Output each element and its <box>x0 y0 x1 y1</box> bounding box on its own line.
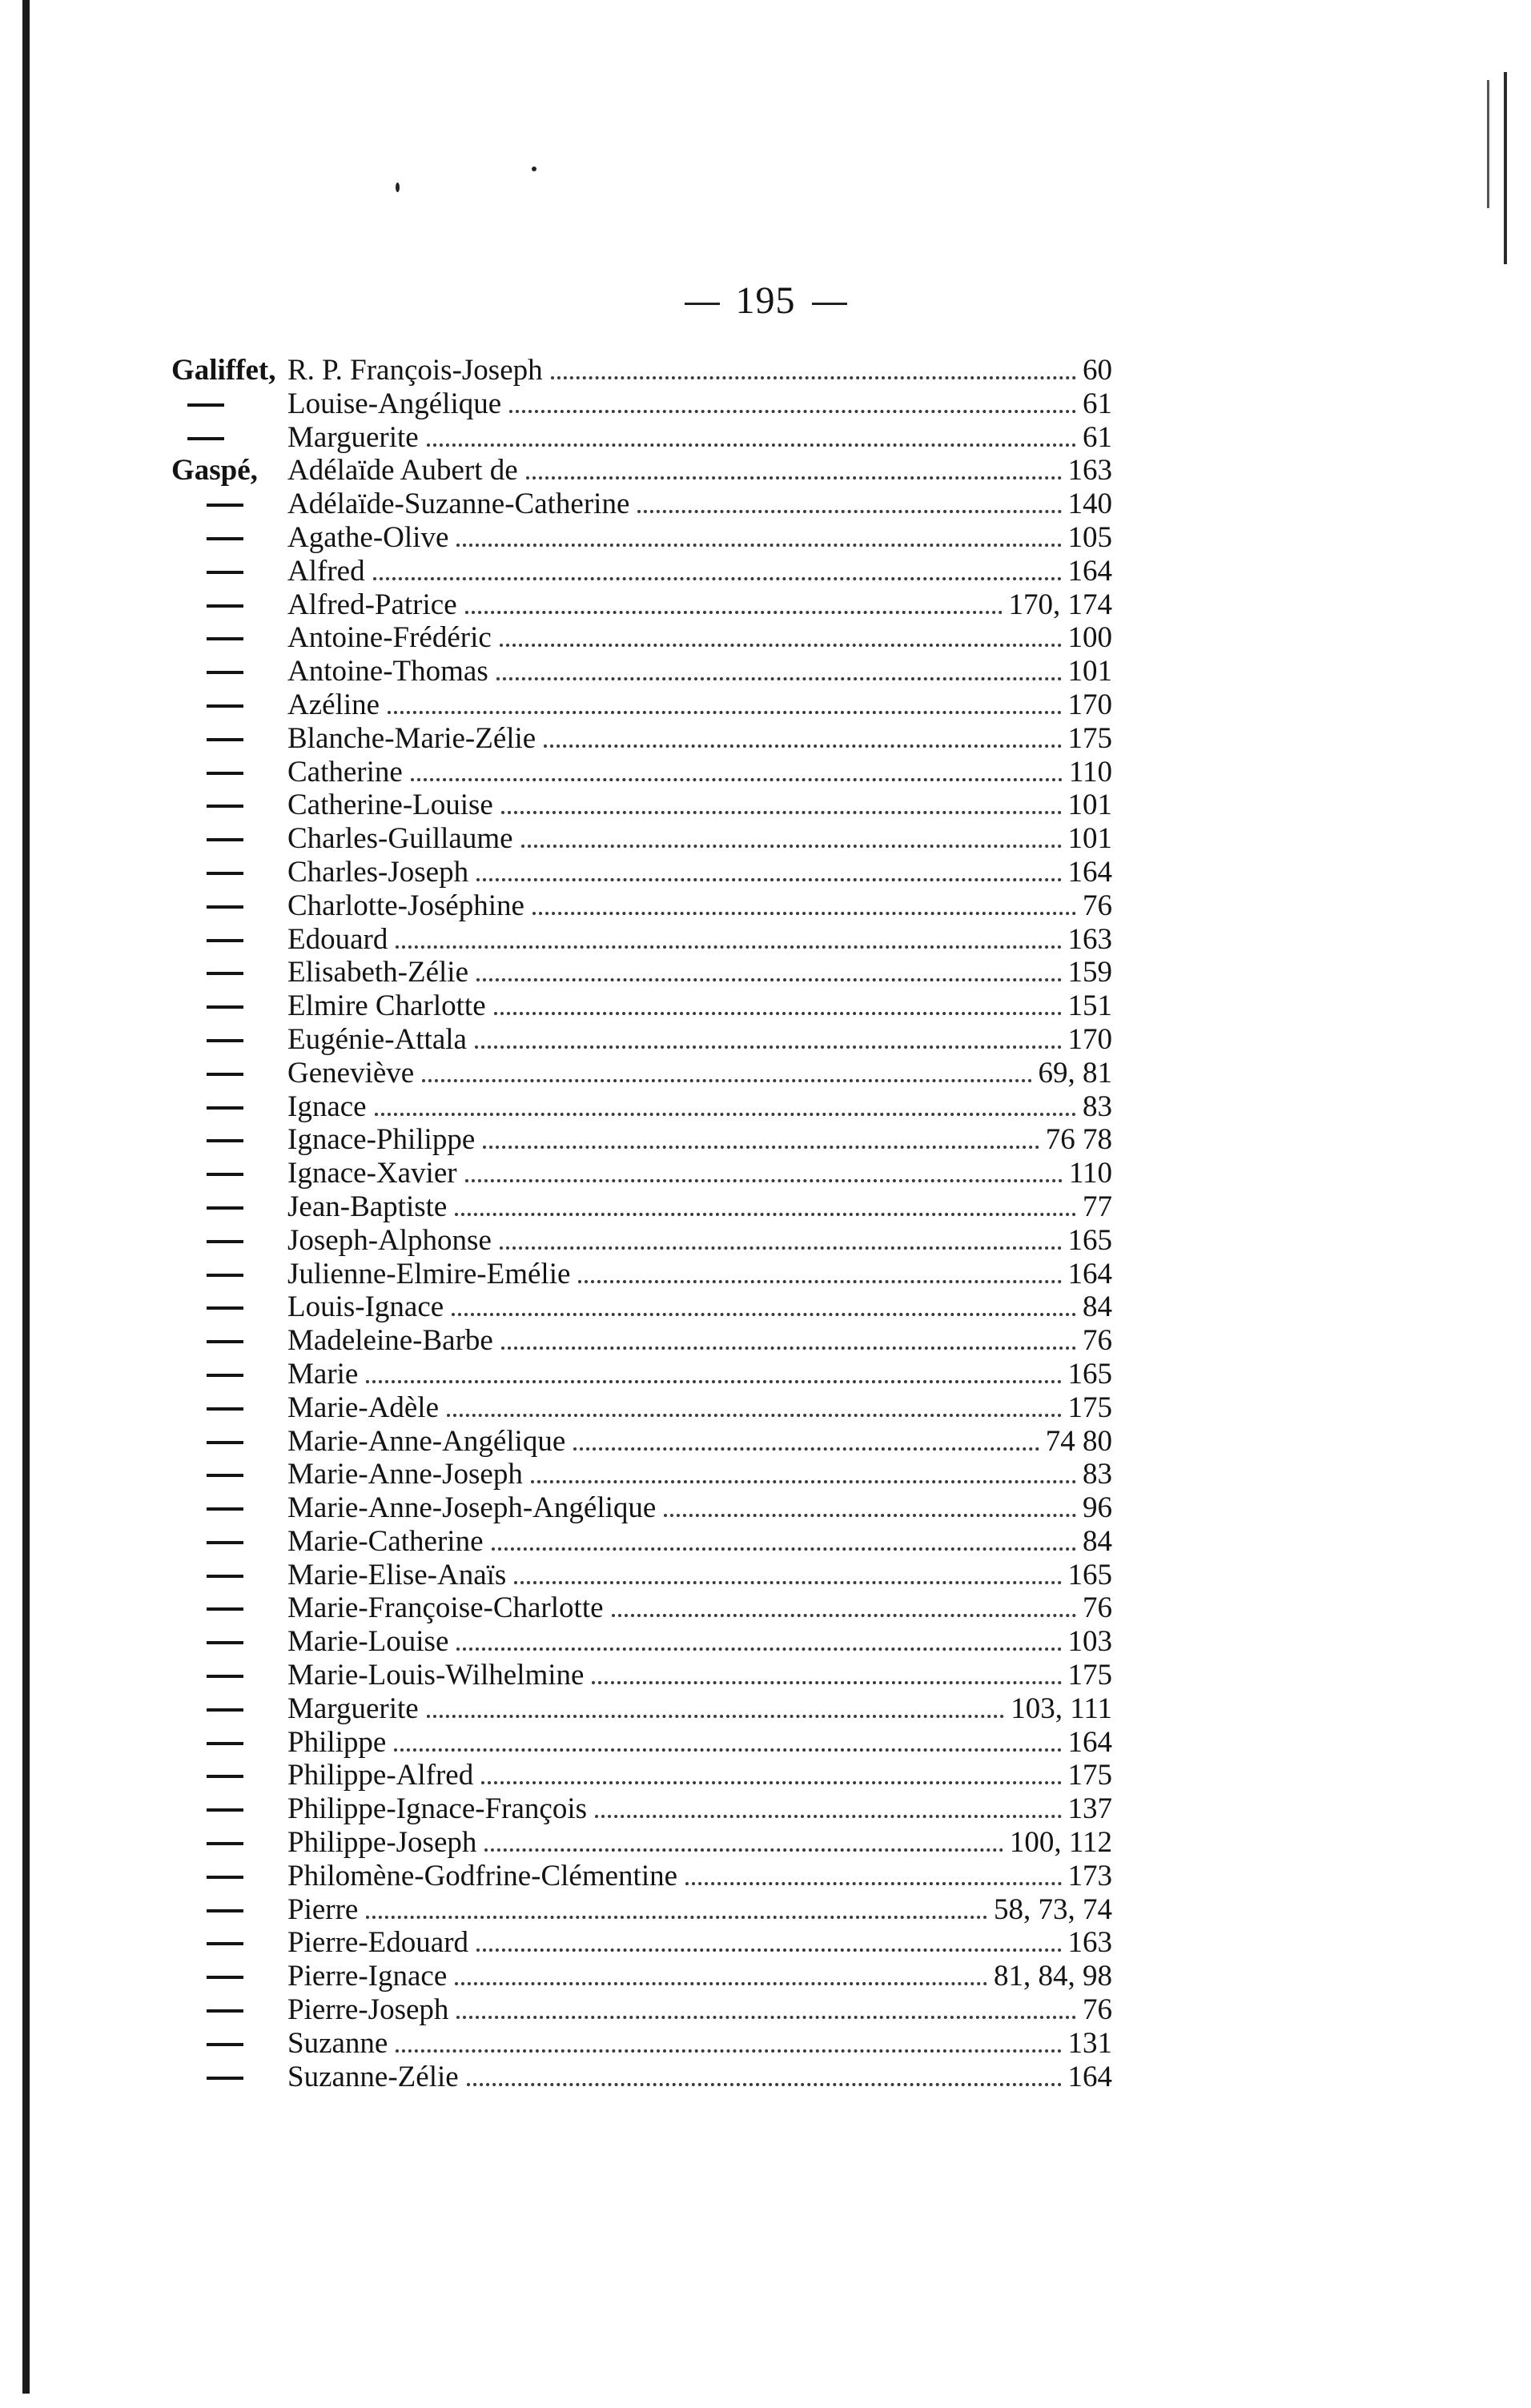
dot-leader <box>532 912 1076 915</box>
index-entry <box>171 2027 1112 2061</box>
index-entry <box>171 1692 1112 1726</box>
page-references: 170, 174 <box>1008 588 1112 621</box>
given-name: Marie-Adèle <box>287 1391 440 1424</box>
dot-leader <box>427 443 1076 447</box>
ditto-dash <box>187 403 224 407</box>
ditto-dash <box>207 1039 243 1042</box>
given-name: Marie-Catherine <box>287 1524 484 1558</box>
ditto-dash <box>207 1474 243 1477</box>
ditto-dash <box>207 1775 243 1778</box>
ditto-dash <box>207 1073 243 1076</box>
page-references: 163 <box>1067 1926 1112 1960</box>
page-number-value: 195 <box>735 279 796 322</box>
dot-leader <box>521 845 1062 848</box>
page-references: 165 <box>1067 1558 1112 1591</box>
page-references: 170 <box>1067 1022 1112 1056</box>
given-name: Adélaïde Aubert de <box>287 454 518 488</box>
page-references: 61 <box>1083 420 1112 454</box>
dot-leader <box>544 744 1061 748</box>
dot-leader <box>578 1280 1061 1283</box>
dot-leader <box>476 1948 1061 1952</box>
dot-leader <box>483 1146 1039 1149</box>
given-name: Pierre-Ignace <box>287 1960 448 1993</box>
surname: Galiffet, <box>171 354 276 387</box>
index-entry <box>171 1625 1112 1659</box>
index-entry <box>171 1258 1112 1291</box>
dot-leader <box>427 1715 1005 1718</box>
given-name: Pierre-Edouard <box>287 1926 469 1960</box>
ditto-dash <box>207 1106 243 1110</box>
ditto-dash <box>207 1206 243 1210</box>
index-entry <box>171 1458 1112 1491</box>
index-entry <box>171 1726 1112 1760</box>
ditto-dash <box>207 1005 243 1009</box>
given-name: Azéline <box>287 688 380 721</box>
given-name: Marguerite <box>287 1692 419 1725</box>
ditto-dash <box>207 1374 243 1377</box>
index-entry <box>171 1090 1112 1124</box>
given-name: Geneviève <box>287 1056 415 1090</box>
page-references: 76 <box>1083 1324 1112 1358</box>
given-name: Blanche-Marie-Zélie <box>287 721 536 755</box>
index-entry <box>171 2061 1112 2094</box>
page-references: 105 <box>1067 520 1112 554</box>
dot-leader <box>500 644 1062 647</box>
index-entry <box>171 1559 1112 1592</box>
dot-leader <box>455 1213 1076 1216</box>
given-name: Catherine-Louise <box>287 789 493 822</box>
given-name: Philippe-Alfred <box>287 1759 474 1792</box>
index-entry <box>171 421 1112 455</box>
dot-leader <box>612 1614 1076 1617</box>
page-references: 164 <box>1067 2060 1112 2093</box>
index-entry <box>171 1993 1112 2027</box>
name-index-list <box>171 354 1112 2093</box>
dot-leader <box>481 1781 1061 1784</box>
dot-leader <box>592 1681 1061 1684</box>
dot-leader <box>501 811 1062 814</box>
page-references: 81, 84, 98 <box>994 1960 1112 1993</box>
dot-leader <box>484 1848 1003 1852</box>
page-references: 163 <box>1067 454 1112 488</box>
given-name: Elisabeth-Zélie <box>287 956 469 989</box>
page-references: 175 <box>1067 721 1112 755</box>
index-entry <box>171 1659 1112 1692</box>
page-references: 58, 73, 74 <box>994 1892 1112 1926</box>
given-name: Marie <box>287 1357 359 1391</box>
given-name: Catherine <box>287 755 403 789</box>
ditto-dash <box>207 604 243 608</box>
given-name: Julienne-Elmire-Emélie <box>287 1257 571 1290</box>
index-entry <box>171 1491 1112 1525</box>
ditto-dash <box>207 1173 243 1176</box>
dot-leader <box>531 1480 1076 1483</box>
ditto-dash <box>207 1441 243 1444</box>
page-references: 175 <box>1067 1391 1112 1424</box>
dot-leader <box>394 1748 1061 1752</box>
dot-leader <box>500 1246 1062 1250</box>
dot-leader <box>509 410 1076 413</box>
given-name: Philippe <box>287 1725 387 1759</box>
index-entry <box>171 1893 1112 1927</box>
dot-leader <box>526 476 1062 480</box>
page-references: 76 <box>1083 1591 1112 1625</box>
index-entry <box>171 688 1112 722</box>
ditto-dash <box>207 1507 243 1511</box>
ditto-dash <box>207 972 243 975</box>
ditto-dash <box>207 2043 243 2046</box>
ditto-dash <box>207 1708 243 1712</box>
index-entry <box>171 1591 1112 1625</box>
page-references: 110 <box>1068 1157 1112 1190</box>
given-name: Madeleine-Barbe <box>287 1324 493 1358</box>
ditto-dash <box>207 1240 243 1243</box>
page-references: 84 <box>1083 1290 1112 1324</box>
given-name: Pierre <box>287 1892 359 1926</box>
given-name: Ignace-Philippe <box>287 1123 476 1157</box>
ditto-dash <box>207 704 243 708</box>
page-references: 175 <box>1067 1759 1112 1792</box>
ditto-dash <box>207 1675 243 1678</box>
ditto-dash <box>207 1976 243 1979</box>
index-entry <box>171 756 1112 789</box>
given-name: Ignace <box>287 1090 367 1123</box>
dot-leader <box>456 544 1061 547</box>
page-references: 100 <box>1067 621 1112 655</box>
given-name: Elmire Charlotte <box>287 989 486 1023</box>
dot-leader <box>595 1815 1062 1818</box>
given-name: Philomène-Godfrine-Clémentine <box>287 1859 678 1892</box>
page-references: 76 <box>1083 889 1112 922</box>
page-references: 100, 112 <box>1009 1826 1112 1860</box>
index-entry <box>171 621 1112 655</box>
given-name: Louis-Ignace <box>287 1290 444 1324</box>
ditto-dash <box>207 772 243 775</box>
page-references: 163 <box>1067 922 1112 956</box>
ink-speck <box>532 167 536 171</box>
given-name: Adélaïde-Suzanne-Catherine <box>287 488 630 521</box>
ditto-dash <box>207 671 243 674</box>
surname-cell <box>171 454 287 488</box>
ink-speck <box>396 183 400 192</box>
dot-leader <box>366 1916 987 1919</box>
dot-leader <box>573 1447 1039 1451</box>
dot-leader <box>492 1547 1077 1551</box>
page-references: 164 <box>1067 1257 1112 1290</box>
given-name: Alfred-Patrice <box>287 588 457 621</box>
given-name: Marie-Anne-Angélique <box>287 1424 566 1458</box>
index-entry <box>171 387 1112 421</box>
page-references: 84 <box>1083 1524 1112 1558</box>
given-name: Marie-Anne-Joseph-Angélique <box>287 1491 657 1525</box>
page-references: 173 <box>1067 1859 1112 1892</box>
given-name: Antoine-Thomas <box>287 655 488 688</box>
given-name: Marie-Louis-Wilhelmine <box>287 1659 585 1692</box>
index-entry <box>171 1525 1112 1559</box>
index-entry <box>171 1157 1112 1190</box>
dot-leader <box>685 1882 1061 1885</box>
given-name: R. P. François-Joseph <box>287 354 543 387</box>
page-references: 101 <box>1067 789 1112 822</box>
ditto-dash <box>207 1541 243 1544</box>
dot-leader <box>373 577 1062 580</box>
page-number <box>0 279 1531 323</box>
dot-leader <box>664 1514 1076 1517</box>
dot-leader <box>411 778 1063 781</box>
index-entry <box>171 655 1112 688</box>
surname-cell <box>171 354 287 387</box>
page-references: 165 <box>1067 1357 1112 1391</box>
page-references: 175 <box>1067 1659 1112 1692</box>
page-references: 170 <box>1067 688 1112 721</box>
given-name: Agathe-Olive <box>287 520 449 554</box>
given-name: Charlotte-Joséphine <box>287 889 524 922</box>
page-references: 74 80 <box>1045 1424 1112 1458</box>
given-name: Antoine-Frédéric <box>287 621 492 655</box>
ditto-dash <box>207 1274 243 1277</box>
index-entry <box>171 1023 1112 1057</box>
dot-leader <box>366 1380 1061 1383</box>
page-edge-right <box>1504 72 1507 264</box>
page-references: 110 <box>1068 755 1112 789</box>
dot-leader <box>551 376 1076 379</box>
ditto-dash <box>207 1340 243 1343</box>
page-edge-left <box>22 0 30 2394</box>
page-references: 69, 81 <box>1038 1056 1112 1090</box>
page-references: 77 <box>1083 1190 1112 1223</box>
given-name: Eugénie-Attala <box>287 1022 467 1056</box>
ditto-dash <box>207 1742 243 1745</box>
page-references: 131 <box>1067 2026 1112 2060</box>
ditto-dash <box>207 1641 243 1644</box>
page-references: 159 <box>1067 956 1112 989</box>
index-entry <box>171 789 1112 822</box>
index-entry <box>171 1860 1112 1893</box>
page-references: 101 <box>1067 655 1112 688</box>
ditto-dash <box>207 1842 243 1845</box>
index-entry <box>171 1290 1112 1324</box>
ditto-dash <box>207 1876 243 1879</box>
given-name: Ignace-Xavier <box>287 1157 457 1190</box>
index-entry <box>171 354 1112 387</box>
surname: Gaspé, <box>171 454 258 488</box>
ditto-dash <box>207 637 243 640</box>
dot-leader <box>465 1179 1063 1182</box>
given-name: Philippe-Ignace-François <box>287 1792 587 1826</box>
dot-leader <box>496 677 1062 680</box>
index-entry <box>171 1960 1112 1993</box>
dot-leader <box>388 711 1061 714</box>
ditto-dash <box>207 1139 243 1142</box>
index-entry <box>171 1759 1112 1792</box>
index-entry <box>171 488 1112 521</box>
dot-leader <box>476 978 1061 981</box>
dot-leader <box>514 1581 1061 1584</box>
index-entry <box>171 1391 1112 1425</box>
given-name: Marie-Anne-Joseph <box>287 1458 523 1491</box>
given-name: Marie-Françoise-Charlotte <box>287 1591 604 1625</box>
dot-leader <box>476 878 1061 881</box>
page-references: 101 <box>1067 822 1112 856</box>
dot-leader <box>467 2083 1062 2086</box>
dot-leader <box>455 1982 987 1985</box>
index-entry <box>171 989 1112 1023</box>
given-name: Charles-Joseph <box>287 855 469 889</box>
ditto-dash <box>207 1407 243 1411</box>
ditto-dash <box>207 939 243 942</box>
ditto-dash <box>207 805 243 808</box>
page-references: 76 78 <box>1045 1123 1112 1157</box>
page-number-dash-left <box>685 303 720 305</box>
given-name: Marguerite <box>287 420 419 454</box>
dot-leader <box>396 945 1061 949</box>
index-entry <box>171 1057 1112 1090</box>
dot-leader <box>452 1313 1076 1316</box>
index-entry <box>171 454 1112 488</box>
page-references: 137 <box>1067 1792 1112 1826</box>
ditto-dash <box>207 2077 243 2080</box>
page-references: 76 <box>1083 1993 1112 2027</box>
ditto-dash <box>207 1306 243 1310</box>
index-entry <box>171 555 1112 588</box>
given-name: Suzanne-Zélie <box>287 2060 459 2093</box>
dot-leader <box>475 1045 1062 1049</box>
ditto-dash <box>187 437 224 440</box>
ditto-dash <box>207 504 243 507</box>
given-name: Pierre-Joseph <box>287 1993 449 2027</box>
page-references: 60 <box>1083 354 1112 387</box>
page-references: 83 <box>1083 1458 1112 1491</box>
page-references: 103, 111 <box>1011 1692 1112 1725</box>
ditto-dash <box>207 2009 243 2013</box>
given-name: Louise-Angélique <box>287 387 502 420</box>
index-entry <box>171 588 1112 622</box>
dot-leader <box>456 1647 1061 1651</box>
dot-leader <box>396 2049 1061 2053</box>
index-entry <box>171 1926 1112 1960</box>
index-entry <box>171 722 1112 756</box>
ditto-dash <box>207 537 243 540</box>
index-entry <box>171 1358 1112 1391</box>
given-name: Edouard <box>287 922 388 956</box>
given-name: Marie-Louise <box>287 1625 449 1659</box>
ditto-dash <box>207 1607 243 1611</box>
index-entry <box>171 521 1112 555</box>
dot-leader <box>447 1414 1061 1417</box>
index-entry <box>171 1826 1112 1860</box>
given-name: Jean-Baptiste <box>287 1190 448 1223</box>
page-references: 96 <box>1083 1491 1112 1525</box>
index-entry <box>171 1123 1112 1157</box>
ditto-dash <box>207 1808 243 1812</box>
index-entry <box>171 856 1112 889</box>
dot-leader <box>494 1012 1062 1015</box>
page-references: 164 <box>1067 855 1112 889</box>
ditto-dash <box>207 1942 243 1945</box>
dot-leader <box>375 1113 1076 1116</box>
index-entry <box>171 1224 1112 1258</box>
page-references: 164 <box>1067 554 1112 588</box>
ditto-dash <box>207 738 243 741</box>
given-name: Joseph-Alphonse <box>287 1223 492 1257</box>
index-entry <box>171 889 1112 923</box>
page-references: 140 <box>1067 488 1112 521</box>
index-entry <box>171 923 1112 957</box>
index-entry <box>171 956 1112 989</box>
page-edge-right-inner <box>1487 80 1489 208</box>
page-references: 164 <box>1067 1725 1112 1759</box>
index-entry <box>171 1324 1112 1358</box>
given-name: Suzanne <box>287 2026 388 2060</box>
page-references: 165 <box>1067 1223 1112 1257</box>
page-references: 151 <box>1067 989 1112 1023</box>
dot-leader <box>637 510 1061 513</box>
dot-leader <box>422 1079 1031 1082</box>
ditto-dash <box>207 1909 243 1912</box>
page-references: 83 <box>1083 1090 1112 1123</box>
given-name: Marie-Elise-Anaïs <box>287 1558 507 1591</box>
given-name: Philippe-Joseph <box>287 1826 477 1860</box>
ditto-dash <box>207 838 243 841</box>
page-references: 103 <box>1067 1625 1112 1659</box>
index-entry <box>171 822 1112 856</box>
dot-leader <box>456 2016 1076 2019</box>
index-entry <box>171 1190 1112 1224</box>
ditto-dash <box>207 1575 243 1578</box>
ditto-dash <box>207 905 243 909</box>
ditto-dash <box>207 571 243 574</box>
index-entry <box>171 1792 1112 1826</box>
page-number-dash-right <box>812 303 847 305</box>
given-name: Charles-Guillaume <box>287 822 513 856</box>
dot-leader <box>465 611 1003 614</box>
page-references: 61 <box>1083 387 1112 420</box>
dot-leader <box>501 1346 1076 1350</box>
ditto-dash <box>207 872 243 875</box>
given-name: Alfred <box>287 554 365 588</box>
index-entry <box>171 1425 1112 1459</box>
